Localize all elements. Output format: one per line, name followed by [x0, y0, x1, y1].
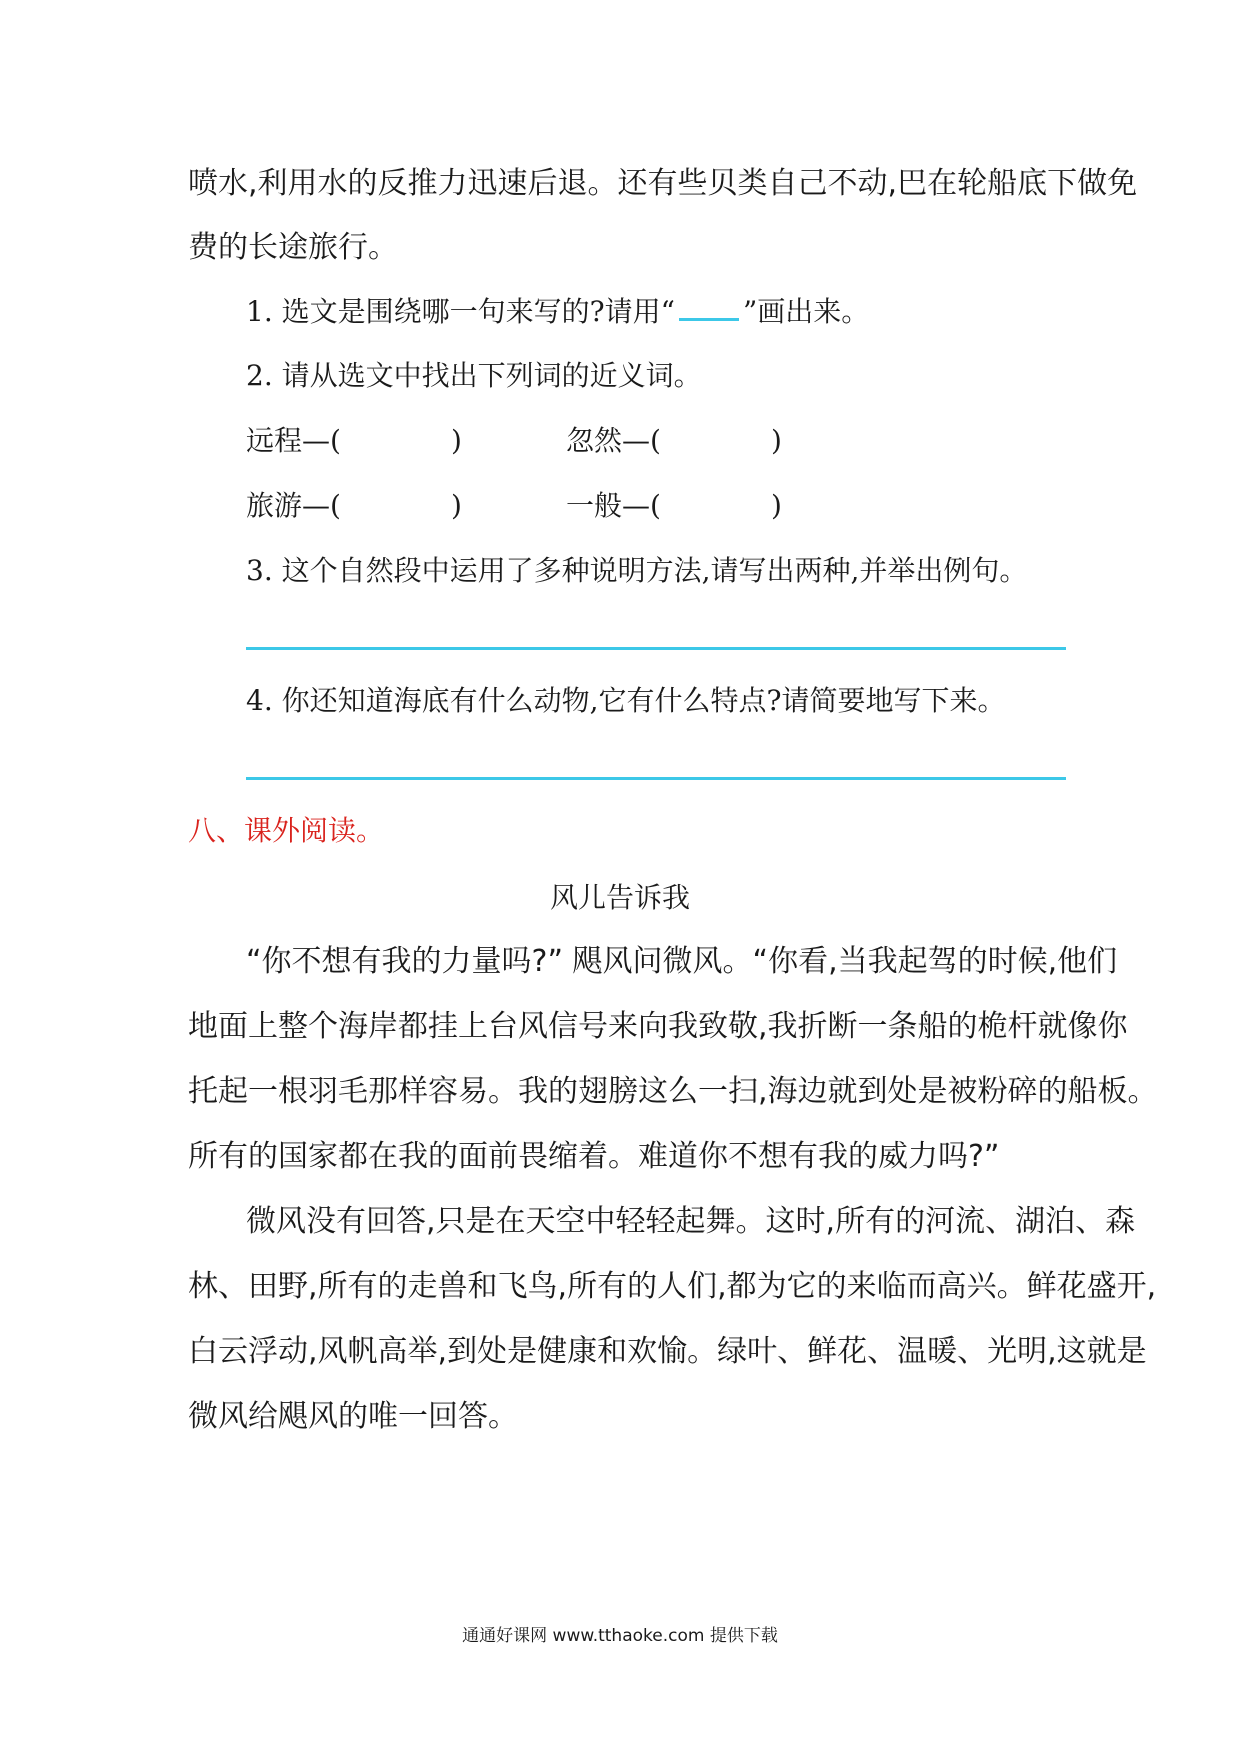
synonym-close: ): [770, 424, 782, 457]
story-line: 微风没有回答,只是在天空中轻轻起舞。这时,所有的河流、湖泊、森: [246, 1204, 1136, 1239]
passage-line-2: 费的长途旅行。: [188, 230, 398, 265]
section-heading: 八、课外阅读。: [188, 814, 385, 847]
synonym-word: 旅游—(: [246, 489, 341, 522]
story-line: 托起一根羽毛那样容易。我的翅膀这么一扫,海边就到处是被粉碎的船板。: [188, 1074, 1158, 1109]
story-line: “你不想有我的力量吗?” 飓风问微风。“你看,当我起驾的时候,他们: [246, 944, 1118, 979]
answer-line-q4[interactable]: [246, 777, 1066, 780]
footer-credit: 通通好课网 www.tthaoke.com 提供下载: [462, 1626, 778, 1646]
passage-line-1: 喷水,利用水的反推力迅速后退。还有些贝类自己不动,巴在轮船底下做免: [188, 166, 1138, 201]
synonym-item: [246, 486, 462, 526]
synonym-item: [566, 421, 782, 461]
synonym-item: [566, 486, 782, 526]
question-1-text-end: ”画出来。: [742, 295, 870, 328]
synonym-word: 一般—(: [566, 489, 661, 522]
story-line: 所有的国家都在我的面前畏缩着。难道你不想有我的威力吗?”: [188, 1139, 1000, 1174]
question-1: [246, 292, 1166, 332]
question-4: 4. 你还知道海底有什么动物,它有什么特点?请简要地写下来。: [246, 684, 1006, 717]
question-1-text: 1. 选文是围绕哪一句来写的?请用“: [246, 295, 675, 328]
story-line: 白云浮动,风帆高举,到处是健康和欢愉。绿叶、鲜花、温暖、光明,这就是: [188, 1334, 1147, 1369]
synonym-word: 远程—(: [246, 424, 341, 457]
question-3: 3. 这个自然段中运用了多种说明方法,请写出两种,并举出例句。: [246, 554, 1028, 587]
synonym-close: ): [770, 489, 782, 522]
answer-line-q3[interactable]: [246, 647, 1066, 650]
synonym-word: 忽然—(: [566, 424, 661, 457]
question-2: 2. 请从选文中找出下列词的近义词。: [246, 359, 702, 392]
story-title: 风儿告诉我: [549, 881, 690, 914]
synonym-item: [246, 421, 462, 461]
story-line: 微风给飓风的唯一回答。: [188, 1399, 518, 1434]
underline-blank: [679, 294, 739, 321]
synonym-close: ): [450, 489, 462, 522]
synonym-close: ): [450, 424, 462, 457]
story-line: 林、田野,所有的走兽和飞鸟,所有的人们,都为它的来临而高兴。鲜花盛开,: [188, 1269, 1157, 1304]
story-line: 地面上整个海岸都挂上台风信号来向我致敬,我折断一条船的桅杆就像你: [188, 1009, 1128, 1044]
